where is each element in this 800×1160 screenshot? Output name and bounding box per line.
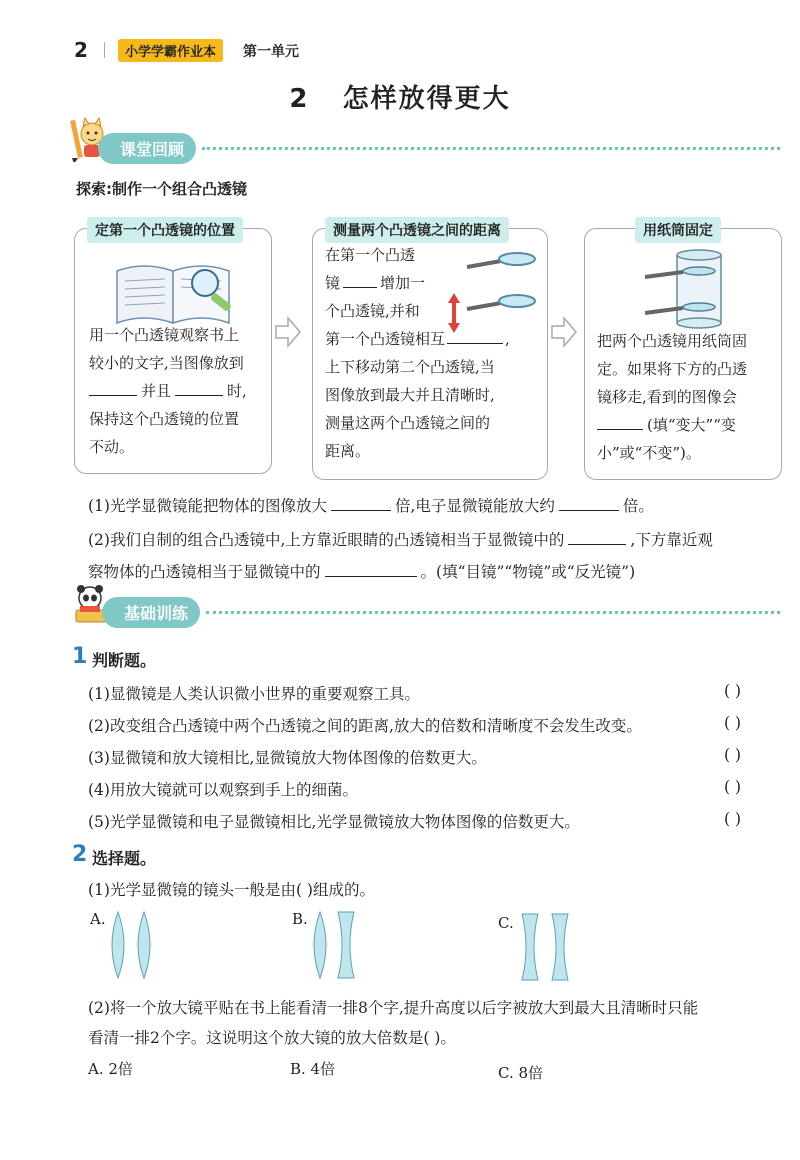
step-box-3-title: 用纸筒固定	[635, 217, 721, 243]
judge-item: (1)显微镜是人类认识微小世界的重要观察工具。	[88, 685, 420, 703]
blank-field[interactable]	[175, 379, 223, 396]
choice-question-2-cont: 看清一排2个字。这说明这个放大镜的放大倍数是( )。	[88, 1029, 456, 1047]
book-title-badge: 小学学霸作业本	[118, 39, 223, 62]
box1-line: 不动。	[89, 438, 135, 456]
step-box-1-text	[89, 321, 267, 461]
judge-item: (2)改变组合凸透镜中两个凸透镜之间的距离,放大的倍数和清晰度不会发生改变。	[88, 717, 642, 735]
box2-line: 上下移动第二个凸透镜,当	[325, 358, 495, 376]
step-box-2-text	[325, 241, 545, 465]
two-convex-lenses-icon[interactable]	[104, 910, 160, 980]
blank-field[interactable]	[331, 494, 391, 511]
step-box-3-text	[597, 327, 779, 467]
answer-paren[interactable]: ( )	[724, 746, 742, 764]
blank-field[interactable]	[559, 494, 619, 511]
box3-line: 定。如果将下方的凸透	[597, 360, 748, 378]
option-c[interactable]: C. 8倍	[498, 1064, 544, 1082]
blank-field[interactable]	[89, 379, 137, 396]
blank-field[interactable]	[568, 528, 626, 545]
question-number: 2	[72, 842, 88, 867]
box2-line: 测量这两个凸透镜之间的	[325, 414, 491, 432]
blank-field[interactable]	[447, 327, 503, 344]
review-question-2-cont: 察物体的凸透镜相当于显微镜中的 。(填“目镜”“物镜”或“反光镜”)	[88, 560, 635, 582]
unit-label: 第一单元	[243, 44, 299, 60]
judge-item: (5)光学显微镜和电子显微镜相比,光学显微镜放大物体图像的倍数更大。	[88, 813, 580, 831]
judge-item: (4)用放大镜就可以观察到手上的细菌。	[88, 781, 358, 799]
answer-paren[interactable]: ( )	[724, 682, 742, 700]
step-box-1-title: 定第一个凸透镜的位置	[87, 217, 243, 243]
option-c-label[interactable]: C.	[498, 914, 514, 932]
blank-field[interactable]	[343, 271, 377, 288]
lesson-title: 2 怎样放得更大	[289, 84, 511, 114]
box3-line: 小”或“不变”)。	[597, 444, 701, 462]
basic-banner	[72, 596, 780, 628]
step-box-2	[312, 223, 548, 480]
two-concave-lenses-icon[interactable]	[518, 912, 574, 982]
review-banner	[72, 132, 780, 164]
convex-concave-lenses-icon[interactable]	[306, 910, 362, 980]
box1-line: 用一个凸透镜观察书上	[89, 326, 240, 344]
basic-banner-label: 基础训练	[102, 597, 200, 628]
banner-dotted-line	[206, 611, 780, 614]
box2-line: 在第一个凸透	[325, 246, 416, 264]
box1-line-blanks: 并且 时,	[89, 377, 267, 405]
question-title: 判断题。	[92, 651, 157, 670]
review-question-1: (1)光学显微镜能把物体的图像放大 倍,电子显微镜能放大约 倍。	[88, 494, 654, 516]
option-a[interactable]: A. 2倍	[88, 1060, 133, 1078]
paper-tube-icon	[641, 245, 731, 335]
arrow-right-icon	[274, 316, 302, 348]
box2-line-blank: 镜 增加一	[325, 269, 545, 297]
answer-paren[interactable]: ( )	[724, 778, 742, 796]
box3-line: 镜移走,看到的图像会	[597, 388, 737, 406]
review-question-2: (2)我们自制的组合凸透镜中,上方靠近眼睛的凸透镜相当于显微镜中的 ,下方靠近观	[88, 528, 713, 550]
step-box-3	[584, 223, 782, 480]
box2-line: 个凸透镜,并和	[325, 302, 420, 320]
option-a-label[interactable]: A.	[90, 910, 106, 928]
question-title: 选择题。	[92, 849, 157, 868]
answer-paren[interactable]: ( )	[724, 810, 742, 828]
header-divider	[104, 42, 105, 58]
page-number: 2	[74, 38, 88, 62]
option-b-label[interactable]: B.	[292, 910, 308, 928]
box2-line: 图像放到最大并且清晰时,	[325, 386, 495, 404]
judge-item: (3)显微镜和放大镜相比,显微镜放大物体图像的倍数更大。	[88, 749, 487, 767]
book-magnifier-icon	[109, 249, 239, 331]
answer-paren[interactable]: ( )	[724, 714, 742, 732]
review-banner-label: 课堂回顾	[98, 133, 196, 164]
box2-line: 距离。	[325, 442, 371, 460]
option-b[interactable]: B. 4倍	[290, 1060, 336, 1078]
box1-line: 保持这个凸透镜的位置	[89, 410, 240, 428]
blank-field[interactable]	[597, 413, 643, 430]
step-box-1	[74, 223, 272, 474]
arrow-right-icon	[550, 316, 578, 348]
box2-line-blank: 第一个凸透镜相互 ,	[325, 325, 545, 353]
box3-line: 把两个凸透镜用纸筒固	[597, 332, 748, 350]
step-box-2-title: 测量两个凸透镜之间的距离	[325, 217, 509, 243]
question-number: 1	[72, 644, 88, 669]
choice-question-2: (2)将一个放大镜平贴在书上能看清一排8个字,提升高度以后字被放大到最大且清晰时只能	[88, 999, 699, 1017]
box1-line: 较小的文字,当图像放到	[89, 354, 244, 372]
choice-question-1: (1)光学显微镜的镜头一般是由( )组成的。	[88, 881, 375, 899]
banner-dotted-line	[202, 147, 780, 150]
explore-label: 探索:制作一个组合凸透镜	[76, 180, 247, 198]
blank-field[interactable]	[325, 560, 417, 577]
box3-line-blank: (填“变大”“变	[597, 411, 779, 439]
